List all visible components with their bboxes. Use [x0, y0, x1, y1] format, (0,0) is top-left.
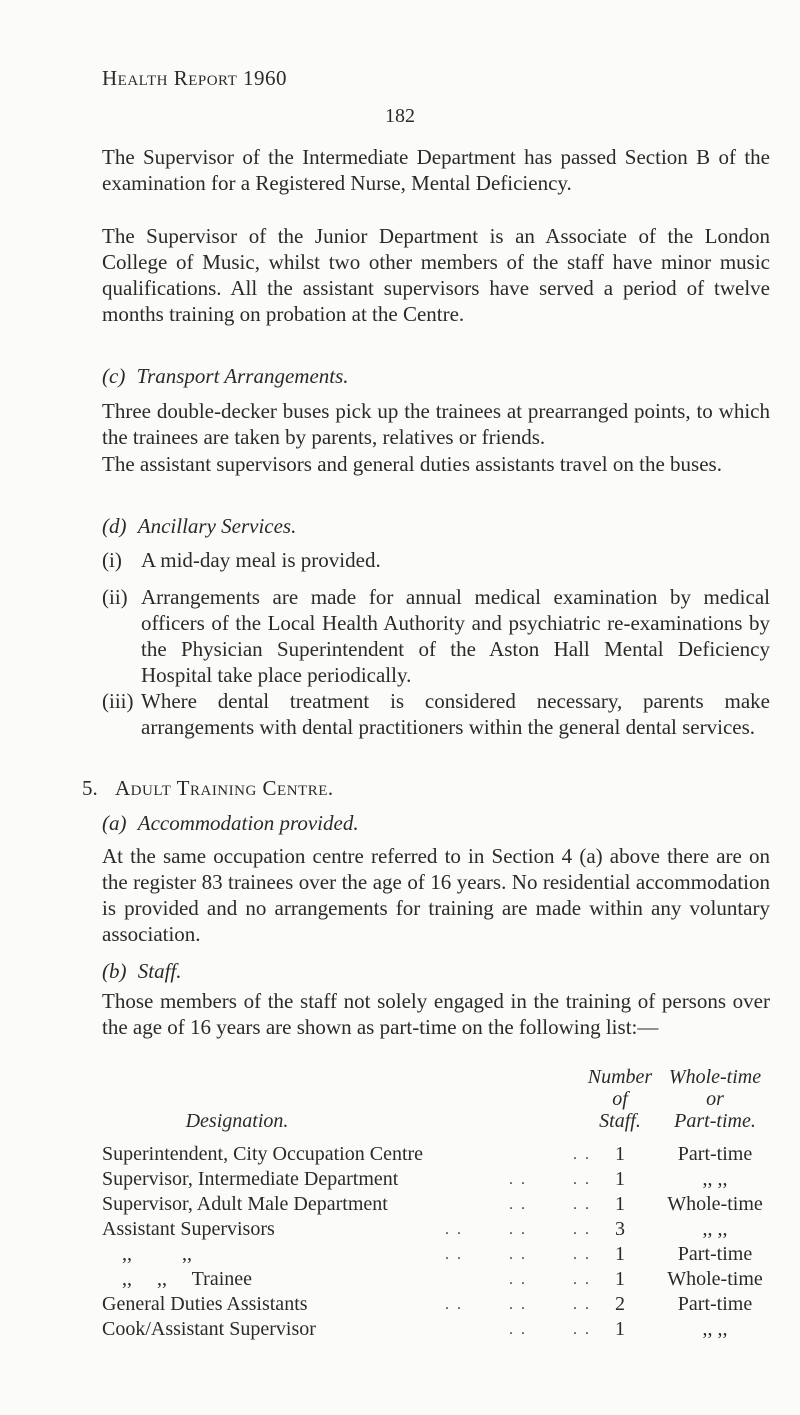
row-number: 1 [615, 1268, 625, 1290]
row-designation: ,, ,, Trainee [122, 1268, 252, 1290]
row-designation: Supervisor, Adult Male Department [102, 1193, 388, 1215]
subsection-d-marker: (d) [102, 514, 127, 538]
row-number: 1 [615, 1143, 625, 1165]
section-5-number: 5. [82, 776, 98, 800]
section-5-title: Adult Training Centre. [115, 776, 334, 800]
row-number: 1 [615, 1193, 625, 1215]
row-number: 1 [615, 1243, 625, 1265]
row-time: Part-time [677, 1143, 753, 1165]
paragraph-buses: The assistant supervisors and general duties assistants travel on the buses. [102, 452, 722, 476]
row-designation: General Duties Assistants [102, 1293, 308, 1315]
paragraph-supervisor-intermediate: The Supervisor of the Intermediate Department has passed Section B of the examination for a Registered Nurse, Mental Deficiency. [102, 145, 770, 195]
subsection-a-marker: (a) [102, 811, 127, 835]
leader-dots: . . [509, 1246, 527, 1263]
paragraph-supervisor-junior: The Supervisor of the Junior Department is an Associate of the London College of Music, whilst two other members of the staff have minor music qualifications. All the assistant supervisors have served a period of twelve months training on probation at the Centre. [102, 224, 770, 326]
row-designation: Superintendent, City Occupation Centre [102, 1143, 424, 1165]
paragraph-staff: Those members of the staff not solely engaged in the training of persons over the age of 16 years are shown as part-time on the following list:— [102, 989, 770, 1039]
subsection-c-title: Transport Arrangements. [136, 364, 349, 388]
row-time: Part-time [677, 1243, 753, 1265]
subsection-a-title: Accommodation provided. [137, 811, 359, 835]
paragraph-transport: Three double-decker buses pick up the trainees at prearranged points, to which the trainees are taken by parents, relatives or friends. [102, 399, 770, 449]
leader-dots: . . [509, 1271, 527, 1288]
leader-dots: . . [445, 1221, 463, 1238]
col-head-number-1: Number [587, 1066, 653, 1088]
row-designation: ,, ,, [122, 1243, 192, 1265]
leader-dots: . . [573, 1146, 591, 1163]
leader-dots: . . [509, 1171, 527, 1188]
col-head-designation: Designation. [185, 1110, 289, 1132]
leader-dots: . . [573, 1196, 591, 1213]
row-time: ,, ,, [702, 1168, 728, 1190]
item-iii-text: Where dental treatment is considered necessary, parents make arrangements with dental practitioners within the general dental services. [141, 689, 770, 739]
col-head-number-2: of [612, 1088, 628, 1110]
row-number: 1 [615, 1318, 625, 1340]
subsection-c-marker: (c) [102, 364, 126, 388]
item-ii-text: Arrangements are made for annual medical examination by medical officers of the Local Health Authority and psychiatric re-examinations by the Physician Superintendent of the Aston Hall Mental Deficiency Hospital take place periodically. [141, 585, 770, 687]
paragraph-accommodation: At the same occupation centre referred to in Section 4 (a) above there are on the register 83 trainees over the age of 16 years. No residential accommodation is provided and no arrangements for training are made within any voluntary association. [102, 844, 770, 946]
leader-dots: . . [509, 1296, 527, 1313]
leader-dots: . . [573, 1321, 591, 1338]
col-head-time-2: or [706, 1088, 724, 1110]
item-i-text: A mid-day meal is provided. [141, 548, 381, 572]
row-time: ,, ,, [702, 1318, 728, 1340]
leader-dots: . . [509, 1196, 527, 1213]
leader-dots: . . [509, 1321, 527, 1338]
item-iii-marker: (iii) [102, 689, 134, 713]
row-designation: Assistant Supervisors [102, 1218, 275, 1240]
row-designation: Cook/Assistant Supervisor [102, 1318, 316, 1340]
row-time: Part-time [677, 1293, 753, 1315]
item-i-marker: (i) [102, 548, 122, 572]
col-head-number-3: Staff. [599, 1110, 641, 1132]
leader-dots: . . [573, 1221, 591, 1238]
leader-dots: . . [509, 1221, 527, 1238]
running-header: Health Report 1960 [102, 66, 288, 90]
item-ii-marker: (ii) [102, 585, 128, 609]
subsection-d-title: Ancillary Services. [137, 514, 297, 538]
leader-dots: . . [445, 1246, 463, 1263]
leader-dots: . . [573, 1171, 591, 1188]
row-time: Whole-time [667, 1193, 763, 1215]
row-time: Whole-time [667, 1268, 763, 1290]
row-designation: Supervisor, Intermediate Department [102, 1168, 399, 1190]
leader-dots: . . [445, 1296, 463, 1313]
row-number: 3 [615, 1218, 625, 1240]
row-time: ,, ,, [702, 1218, 728, 1240]
subsection-b-marker: (b) [102, 959, 127, 983]
subsection-b-title: Staff. [137, 959, 182, 983]
page-number: 182 [385, 105, 415, 127]
leader-dots: . . [573, 1296, 591, 1313]
col-head-time-1: Whole-time [668, 1066, 762, 1088]
row-number: 2 [615, 1293, 625, 1315]
leader-dots: . . [573, 1246, 591, 1263]
leader-dots: . . [573, 1271, 591, 1288]
row-number: 1 [615, 1168, 625, 1190]
col-head-time-3: Part-time. [674, 1110, 756, 1132]
